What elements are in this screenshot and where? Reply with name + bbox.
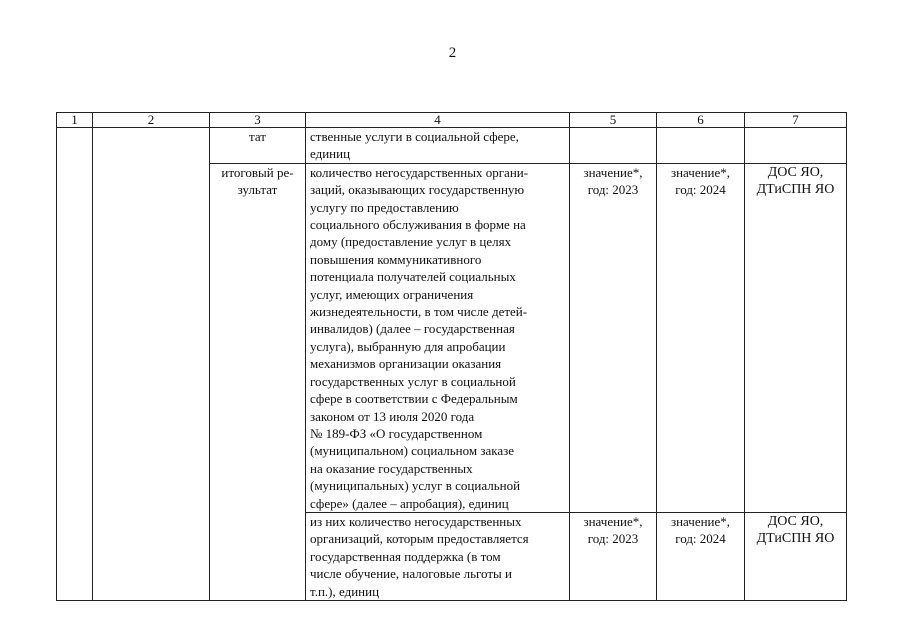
column-header-7: 7	[745, 113, 847, 128]
column-header-2: 2	[93, 113, 210, 128]
result-type-cell: итоговый ре- зультат	[210, 163, 306, 600]
result-type-cell: тат	[210, 128, 306, 164]
table-row	[57, 128, 847, 164]
value-2023-cell	[570, 128, 657, 164]
indicators-table	[56, 112, 847, 601]
page-number: 2	[448, 45, 457, 61]
row-number-cell	[57, 128, 93, 601]
column-header-3: 3	[210, 113, 306, 128]
column-header-4: 4	[306, 113, 570, 128]
value-2024-cell: значение*, год: 2024	[657, 512, 745, 600]
column-header-6: 6	[657, 113, 745, 128]
column-header-5: 5	[570, 113, 657, 128]
value-2023-cell: значение*, год: 2023	[570, 163, 657, 512]
responsible-cell: ДОС ЯО, ДТиСПН ЯО	[745, 512, 847, 600]
value-2024-cell	[657, 128, 745, 164]
indicator-name-cell: из них количество негосударственных организаций, которым предоставляется государственная поддержка (в том числе обучение, налоговые льготы и т.п.), единиц	[306, 512, 570, 600]
indicator-name-cell: ственные услуги в социальной сфере, единиц	[306, 128, 570, 164]
task-cell	[93, 128, 210, 601]
value-2024-cell: значение*, год: 2024	[657, 163, 745, 512]
table-header-row	[57, 113, 847, 128]
responsible-cell	[745, 128, 847, 164]
responsible-cell: ДОС ЯО, ДТиСПН ЯО	[745, 163, 847, 512]
column-header-1: 1	[57, 113, 93, 128]
indicator-name-cell: количество негосударственных органи- заций, оказывающих государственную услугу по предоставлению социального обслуживания в форме на дому (предоставление услуг в целях повышения коммуникативного потенциала получателей социальных услуг, имеющих ограничения жизнедеятельности, в том числе детей- инвалидов) (далее – государственная услуга), выбранную для апробации механизмов организации оказания государственных услуг в социальной сфере в соответствии с Федеральным законом от 13 июля 2020 года № 189-ФЗ «О государственном (муниципальном) социальном заказе на оказание государственных (муниципальных) услуг в социальной сфере» (далее – апробация), единиц	[306, 163, 570, 512]
value-2023-cell: значение*, год: 2023	[570, 512, 657, 600]
